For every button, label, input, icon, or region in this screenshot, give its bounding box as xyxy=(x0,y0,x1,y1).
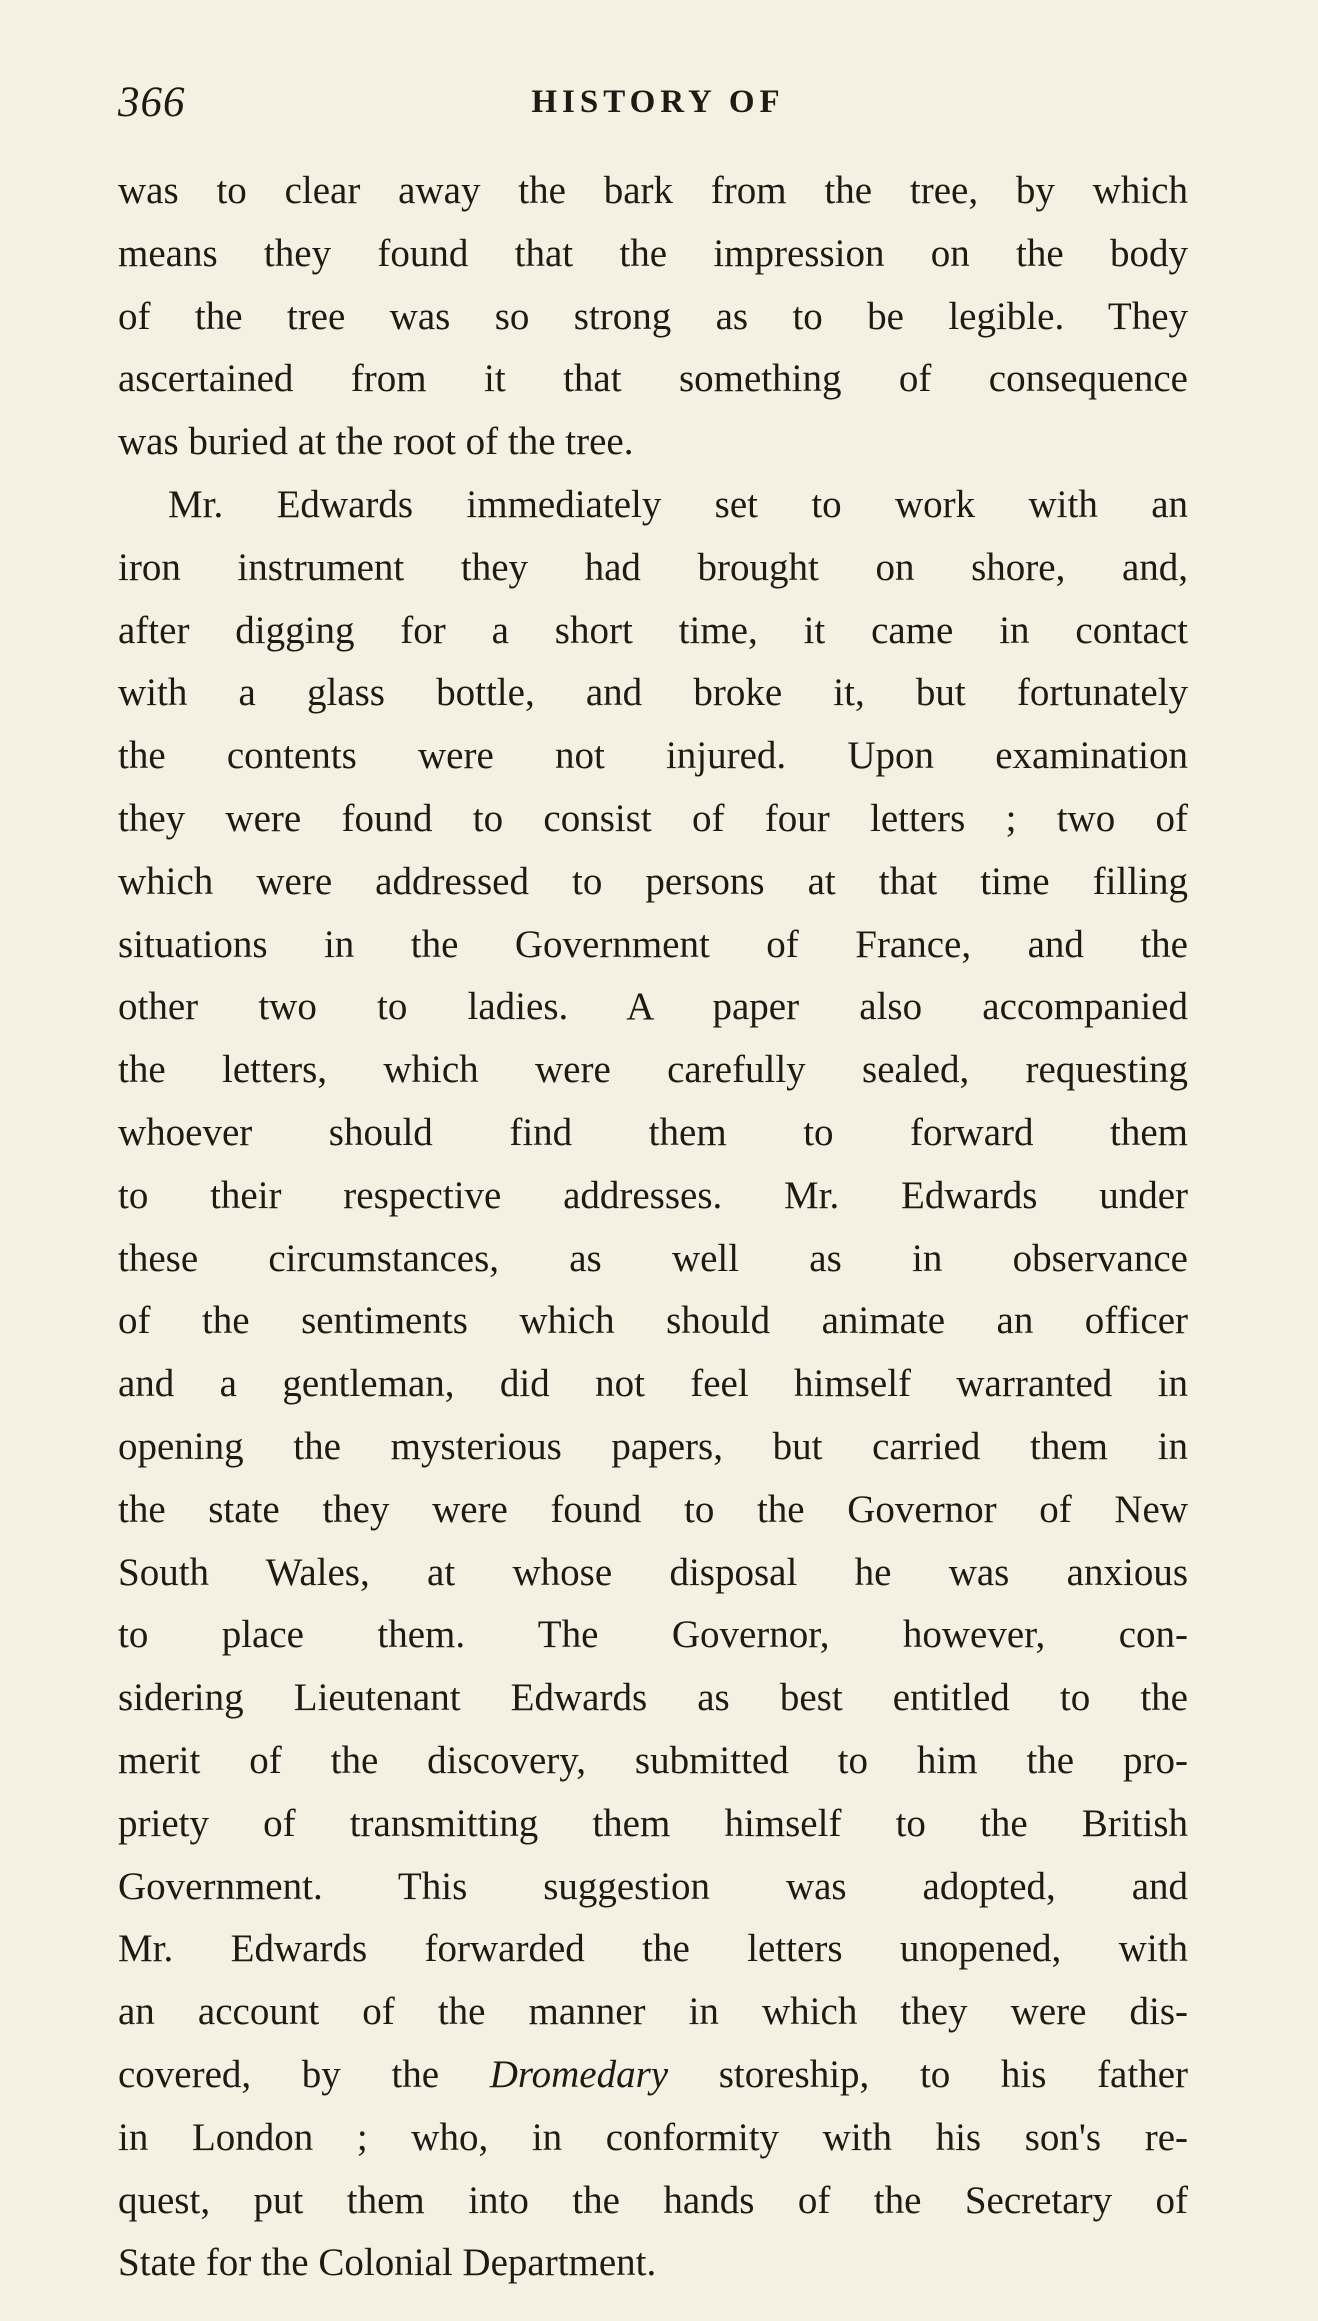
running-head: HISTORY OF xyxy=(531,84,785,120)
text-line: to their respective addresses. Mr. Edwards under xyxy=(118,1173,1188,1217)
text-line: State for the Colonial Department. xyxy=(118,2241,657,2285)
text-line: they were found to consist of four letters ; two of xyxy=(118,796,1188,840)
ship-name-italic: Dromedary xyxy=(489,2052,669,2096)
text-line: merit of the discovery, submitted to him the pro- xyxy=(118,1738,1188,1782)
text-line: the letters, which were carefully sealed, requesting xyxy=(118,1048,1188,1092)
text-line: the state they were found to the Governor of New xyxy=(118,1487,1188,1531)
text-line: with a glass bottle, and broke it, but fortunately xyxy=(118,671,1188,715)
text-line: sidering Lieutenant Edwards as best entitled to the xyxy=(118,1676,1188,1720)
text-line: in London ; who, in conformity with his son's re- xyxy=(118,2115,1188,2159)
text-line: which were addressed to persons at that time filling xyxy=(118,859,1188,903)
text-line: whoever should find them to forward them xyxy=(118,1110,1188,1154)
text-line: opening the mysterious papers, but carried them in xyxy=(118,1424,1188,1468)
paragraph-start-line: Mr. Edwards immediately set to work with an xyxy=(168,482,1188,526)
text-line-with-italic xyxy=(118,2044,1188,2107)
text-line: of the tree was so strong as to be legible. They xyxy=(118,294,1188,338)
text-line: after digging for a short time, it came in contact xyxy=(118,608,1188,652)
body-text xyxy=(118,160,1188,2295)
text-line: priety of transmitting them himself to the British xyxy=(118,1801,1188,1845)
text-line: ascertained from it that something of consequence xyxy=(118,357,1188,401)
text-line: an account of the manner in which they were dis- xyxy=(118,1990,1188,2034)
text-line: these circumstances, as well as in observance xyxy=(118,1236,1188,1280)
text-line: means they found that the impression on the body xyxy=(118,231,1188,275)
text-line: iron instrument they had brought on shore, and, xyxy=(118,545,1188,589)
text-line: Mr. Edwards forwarded the letters unopened, with xyxy=(118,1927,1188,1971)
text-line: other two to ladies. A paper also accompanied xyxy=(118,985,1188,1029)
text-line: South Wales, at whose disposal he was anxious xyxy=(118,1550,1188,1594)
text-line: was buried at the root of the tree. xyxy=(118,420,634,464)
text-segment: covered, by the xyxy=(118,2052,440,2096)
text-line: the contents were not injured. Upon examination xyxy=(118,734,1188,778)
text-segment: storeship, to his father xyxy=(718,2052,1188,2096)
text-line: situations in the Government of France, and the xyxy=(118,922,1188,966)
page-number: 366 xyxy=(118,79,186,126)
text-line: quest, put them into the hands of the Secretary of xyxy=(118,2178,1188,2222)
page-header xyxy=(118,78,1198,138)
text-line: of the sentiments which should animate an officer xyxy=(118,1299,1188,1343)
text-line: to place them. The Governor, however, con- xyxy=(118,1613,1188,1657)
text-line: Government. This suggestion was adopted, and xyxy=(118,1864,1188,1908)
text-line: and a gentleman, did not feel himself warranted in xyxy=(118,1362,1188,1406)
text-line: was to clear away the bark from the tree, by which xyxy=(118,169,1188,212)
